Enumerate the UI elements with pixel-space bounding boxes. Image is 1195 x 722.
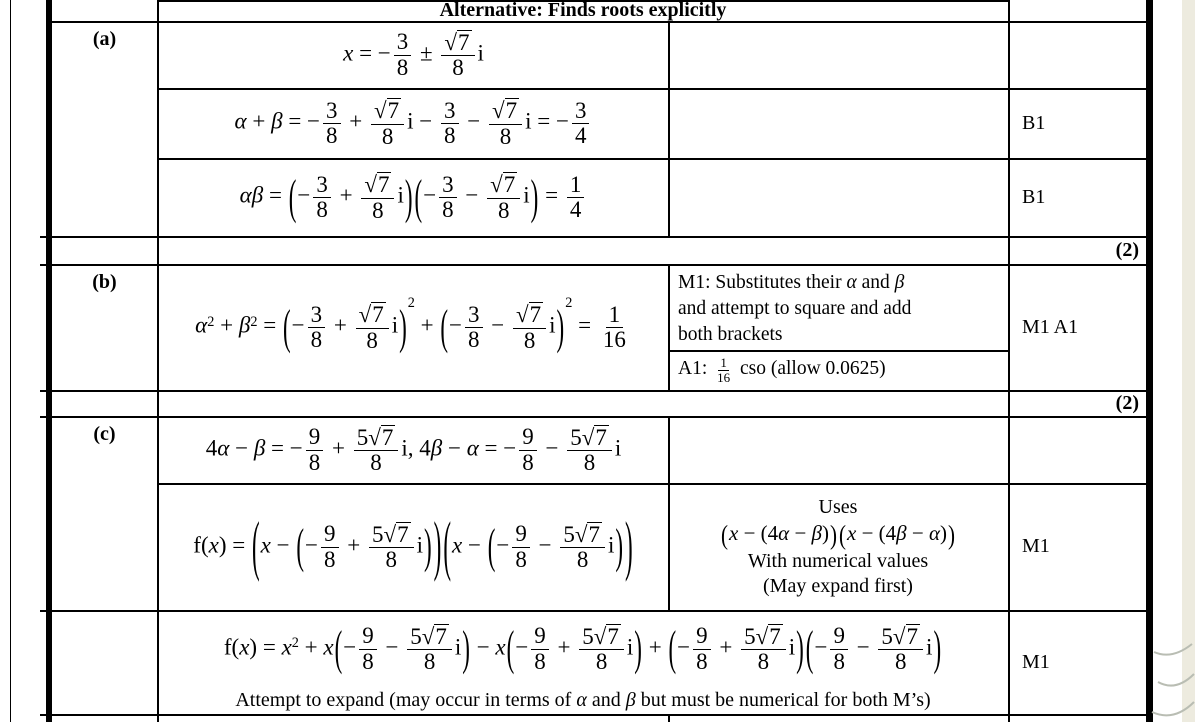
formula-4alpha-minus-beta: 4α − β = − $\frac{9}{8}$ + $\frac{5√7}{8}$ i, 4β − α = − $\frac{9}{8}$ − $\frac{5√7}{8}$ i: [205, 424, 622, 475]
formula-alpha-times-beta: αβ = (− $\frac{3}{8}$ + $\frac{√7}{8}$ i)(− $\frac{3}{8}$ − $\frac{√7}{8}$ i) = $\frac{1}{4}$: [159, 160, 668, 235]
note-uses-line3: (May expand first): [763, 574, 913, 597]
expand-caption: Attempt to expand (may occur in terms of α and β but must be numerical for both M’s): [235, 688, 931, 711]
table-title: Alternative: Finds roots explicitly: [439, 0, 727, 21]
page-edge: [1182, 0, 1195, 722]
grid-line: [668, 21, 670, 236]
mark-total-a: (2): [1115, 238, 1139, 261]
formula-alpha-sq-plus-beta-sq: $\alpha^2 + \beta^2$ = (− $\frac{3}{8}$ + $\frac{√7}{8}$ i)$^2$ + (− $\frac{3}{8}$ − $\frac{√7}{8}$ i)$^2$ = $\frac{1}{16}$: [195, 294, 626, 354]
grid-line: [668, 264, 670, 390]
formula-alpha-plus-beta: α + β = − $\frac{3}{8}$ + $\frac{√7}{8}$ i − $\frac{3}{8}$ − $\frac{√7}{8}$ i = − $\frac{3}{4}$: [159, 90, 668, 157]
page-edge-watermark: [1150, 640, 1195, 722]
mark-m1-factors: M1: [1022, 535, 1050, 557]
note-a1-cso: A1: $\frac{1}{16}$ cso (allow 0.0625): [678, 355, 886, 385]
grid-line: [10, 0, 11, 722]
note-m1-substitutes: [678, 270, 1004, 348]
note-uses-heading: Uses: [818, 496, 858, 519]
mark-b1-sum: B1: [1022, 111, 1046, 134]
mark-total-b: (2): [1115, 392, 1139, 414]
note-m1-line: M1: Substitutes their α and β: [678, 272, 905, 293]
grid-line: [40, 714, 1152, 716]
note-uses-line2: With numerical values: [747, 549, 929, 572]
part-label-b: (b): [92, 271, 117, 293]
grid-line: [40, 390, 1152, 392]
part-label-a: (a): [92, 28, 117, 50]
formula-roots: x = − $\frac{3}{8}$ ± $\frac{√7}{8}$ i: [343, 29, 484, 80]
mark-b1-product: B1: [1022, 185, 1046, 208]
mark-m1-expand: M1: [1022, 650, 1050, 673]
part-label-c: (c): [93, 423, 116, 445]
note-m1-line: both brackets: [678, 324, 783, 345]
formula-fx-factored: f(x) = (x − (− $\frac{9}{8}$ + $\frac{5√7}{8}$ i))(x − (− $\frac{9}{8}$ − $\frac{5√7}{8}$ i)): [193, 509, 633, 583]
note-m1-line: and attempt to square and add: [678, 298, 912, 319]
grid-line: [1146, 0, 1153, 722]
note-uses: [670, 486, 1006, 608]
mark-m1a1: M1 A1: [1022, 315, 1079, 338]
grid-line: [46, 0, 52, 722]
formula-fx-expanded: $f(x) = x^2 + x(-$ $\frac{9}{8}$ − $\frac{5√7}{8}$ i) − x(− $\frac{9}{8}$ + $\frac{5√7}{8}$ i) + (− $\frac{9}{8}$ + $\frac{5√7}{8}$ i)(− $\frac{9}{8}$ − $\frac{5√7}{8}$ i): [223, 622, 942, 675]
grid-line: [40, 236, 1152, 238]
note-uses-math: (x − (4α − β))(x − (4β − α)): [720, 518, 956, 551]
